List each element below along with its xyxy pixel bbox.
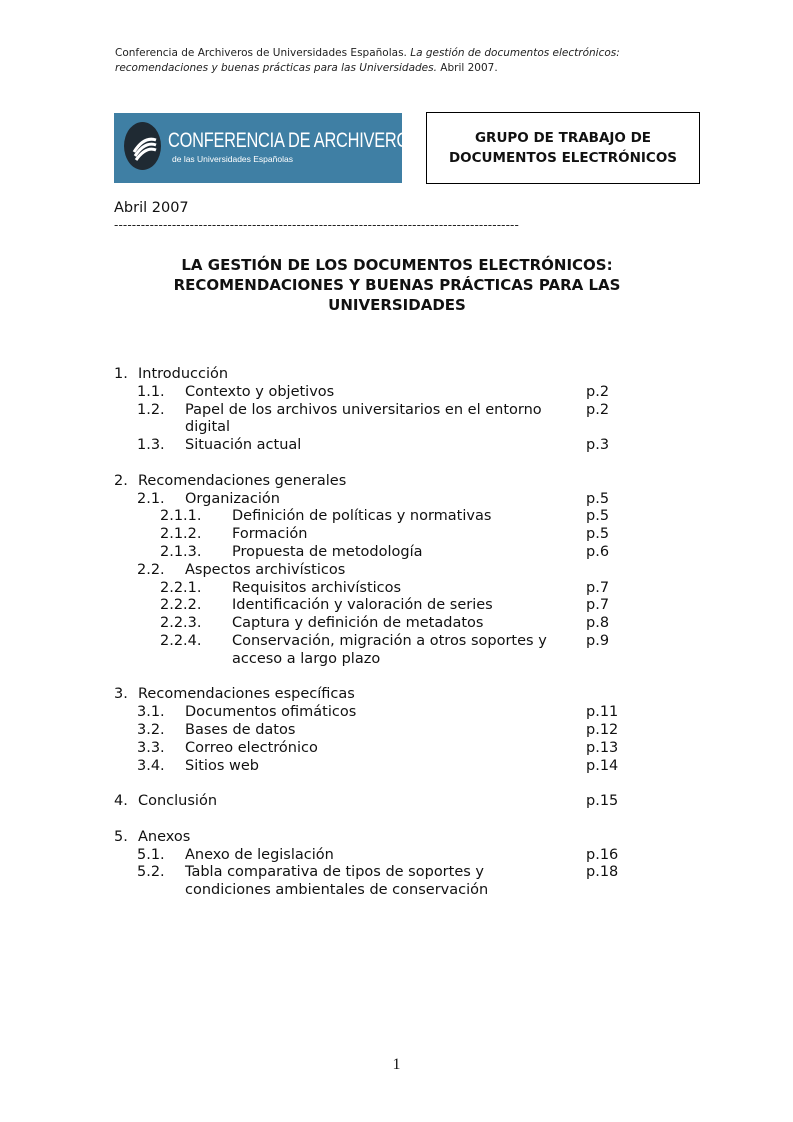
toc-entry-title: condiciones ambientales de conservación	[185, 882, 489, 899]
toc-entry	[0, 758, 793, 776]
title-line1: LA GESTIÓN DE LOS DOCUMENTOS ELECTRÓNICOS:	[181, 256, 613, 274]
toc-entry-page: p.13	[586, 739, 619, 756]
working-group-box	[426, 112, 700, 184]
dashed-separator: -------------------------------------------------------------------------------------------	[114, 218, 519, 232]
toc-entry	[0, 793, 793, 811]
header-date: Abril 2007.	[436, 62, 498, 74]
toc-entry	[0, 633, 793, 651]
toc-entry-number: 3.3.	[137, 739, 165, 756]
toc-entry-title: Captura y definición de metadatos	[232, 615, 484, 632]
toc-entry-title: Introducción	[138, 366, 229, 382]
toc-entry-title: Anexo de legislación	[185, 846, 334, 863]
toc-entry-page: p.9	[586, 632, 610, 649]
toc-entry-number: 3.2.	[137, 721, 165, 738]
toc-entry-number: 2.	[114, 472, 128, 489]
document-title	[114, 255, 680, 315]
toc-entry	[0, 847, 793, 865]
toc-entry	[0, 562, 793, 580]
toc-entry-title: Correo electrónico	[185, 739, 318, 756]
toc-entry	[0, 740, 793, 758]
toc-entry-number: 2.2.4.	[160, 632, 202, 649]
toc-entry	[0, 473, 793, 491]
toc-entry-number: 2.1.2.	[160, 526, 202, 543]
toc-entry-title: Aspectos archivísticos	[185, 561, 346, 578]
toc-entry	[0, 829, 793, 847]
toc-entry-number: 2.2.3.	[160, 615, 202, 632]
toc-entry-title: Documentos ofimáticos	[185, 704, 357, 721]
toc-entry-page: p.15	[586, 793, 619, 810]
toc-entry-title: acceso a largo plazo	[232, 650, 381, 667]
logo-subtitle: de las Universidades Españolas	[172, 154, 293, 164]
group-box-line1: GRUPO DE TRABAJO DE	[474, 130, 652, 146]
toc-entry	[0, 704, 793, 722]
toc-entry-title: Papel de los archivos universitarios en el entorno	[185, 401, 542, 418]
toc-entry-page: p.6	[586, 543, 610, 560]
toc-entry	[0, 651, 793, 669]
toc-entry	[0, 686, 793, 704]
toc-entry-number: 2.2.	[137, 561, 165, 578]
toc-entry-number: 1.	[114, 366, 128, 382]
toc-spacer	[0, 811, 793, 829]
running-header	[115, 46, 715, 76]
toc-entry-page: p.14	[586, 757, 619, 774]
toc-entry-page: p.7	[586, 579, 610, 596]
toc-entry-page: p.2	[586, 383, 610, 400]
toc-entry-number: 2.2.1.	[160, 579, 202, 596]
toc-entry-title: Identificación y valoración de series	[232, 597, 493, 614]
toc-entry-page: p.11	[586, 704, 619, 721]
toc-entry-number: 3.1.	[137, 704, 165, 721]
toc-entry	[0, 597, 793, 615]
header-text: Conferencia de Archiveros de Universidades Españolas.	[115, 47, 411, 59]
toc-entry-title: Conclusión	[138, 793, 218, 810]
logo-emblem-icon	[124, 122, 161, 170]
toc-entry-number: 1.3.	[137, 437, 165, 454]
toc-entry	[0, 491, 793, 509]
toc-entry-title: Definición de políticas y normativas	[232, 508, 492, 525]
toc-entry	[0, 508, 793, 526]
table-of-contents	[0, 366, 793, 900]
toc-entry	[0, 544, 793, 562]
toc-spacer	[0, 775, 793, 793]
toc-entry-number: 5.2.	[137, 864, 165, 881]
toc-entry	[0, 882, 793, 900]
toc-entry	[0, 722, 793, 740]
toc-entry-title: Conservación, migración a otros soportes y	[232, 632, 547, 649]
toc-entry-title: Tabla comparativa de tipos de soportes y	[185, 864, 484, 881]
toc-entry	[0, 526, 793, 544]
toc-entry-number: 4.	[114, 793, 128, 810]
group-box-line2: DOCUMENTOS ELECTRÓNICOS	[448, 150, 678, 166]
toc-entry-number: 2.2.2.	[160, 597, 202, 614]
toc-entry	[0, 615, 793, 633]
toc-entry-page: p.12	[586, 721, 619, 738]
toc-spacer	[0, 669, 793, 687]
toc-entry-page: p.18	[586, 864, 619, 881]
toc-entry-page: p.5	[586, 490, 610, 507]
toc-entry-page: p.2	[586, 401, 610, 418]
toc-entry-number: 2.1.	[137, 490, 165, 507]
toc-entry-number: 3.4.	[137, 757, 165, 774]
toc-entry-page: p.3	[586, 437, 610, 454]
toc-entry-number: 5.1.	[137, 846, 165, 863]
toc-entry-number: 2.1.1.	[160, 508, 202, 525]
toc-entry	[0, 580, 793, 598]
conference-logo	[114, 113, 420, 183]
toc-entry-title: Organización	[185, 490, 280, 507]
toc-entry-title: Recomendaciones específicas	[138, 686, 355, 703]
logo-title: CONFERENCIA DE ARCHIVEROS	[168, 129, 420, 152]
toc-entry-number: 1.1.	[137, 383, 165, 400]
toc-entry	[0, 864, 793, 882]
toc-entry-title: Sitios web	[185, 757, 259, 774]
document-date: Abril 2007	[114, 200, 189, 216]
toc-entry	[0, 419, 793, 437]
toc-entry-title: Bases de datos	[185, 721, 296, 738]
toc-entry	[0, 384, 793, 402]
toc-entry-page: p.7	[586, 597, 610, 614]
toc-entry-title: Propuesta de metodología	[232, 543, 423, 560]
toc-entry-title: Recomendaciones generales	[138, 472, 347, 489]
toc-entry-number: 1.2.	[137, 401, 165, 418]
toc-entry-title: Formación	[232, 526, 308, 543]
toc-entry	[0, 366, 793, 384]
toc-entry-title: Anexos	[138, 828, 191, 845]
toc-entry-title: Contexto y objetivos	[185, 383, 335, 400]
toc-entry	[0, 402, 793, 420]
header-italic-subtitle: recomendaciones y buenas prácticas para las Universidades.	[115, 62, 437, 74]
toc-entry-page: p.5	[586, 526, 610, 543]
page-number: 1	[392, 1056, 401, 1073]
header-italic-title: La gestión de documentos electrónicos:	[410, 47, 620, 59]
toc-spacer	[0, 455, 793, 473]
toc-entry-title: Requisitos archivísticos	[232, 579, 402, 596]
title-line3: UNIVERSIDADES	[328, 296, 466, 314]
toc-entry-number: 2.1.3.	[160, 543, 202, 560]
toc-entry	[0, 437, 793, 455]
toc-entry-page: p.16	[586, 846, 619, 863]
title-line2: RECOMENDACIONES Y BUENAS PRÁCTICAS PARA LAS	[173, 276, 621, 294]
toc-entry-title: Situación actual	[185, 437, 302, 454]
toc-entry-page: p.5	[586, 508, 610, 525]
toc-entry-title: digital	[185, 419, 231, 436]
toc-entry-number: 5.	[114, 828, 128, 845]
toc-entry-number: 3.	[114, 686, 128, 703]
toc-entry-page: p.8	[586, 615, 610, 632]
